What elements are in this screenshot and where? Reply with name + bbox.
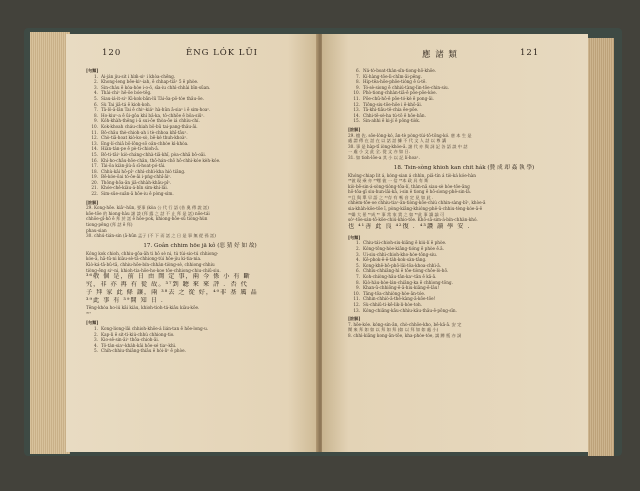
sentence-line-number: 4.: [356, 257, 360, 263]
sentence-line-text: Siau-iá-it-siⁿ Kì-kok-bān-lū Tài-ōa-pô-tóe thâu-ōe.: [101, 95, 204, 101]
sentence-line-number: 12.: [353, 301, 360, 307]
sentence-line-text: Hiàn-tán-pe ē pè-tí-chioh-ā.: [101, 146, 160, 152]
sentence-line-text: Tâng-tōa-chhiòng-hòe-ān-tóe.: [363, 290, 426, 296]
note-line: 29. 檔 佐. sōe-lòng-kó, ān-tè pòng-tùi-tō-tōng-kó. 唐 本 生 是: [348, 132, 472, 138]
sentence-line-number: 7.: [356, 274, 360, 279]
body-line: ³⁶嬌 大 景 ⁴⁰成 ⁴⁰ 事 常 家 貴 之 如 ⁴⁰此 事 讀 論 可: [348, 211, 445, 217]
sentence-line-text: Tâ-khì-tiāu-tê-chia ēe-pōe.: [363, 107, 419, 113]
sentence-line-number: 9.: [356, 285, 360, 291]
sentence-line-text: Chhi-tē-sè-ha tú-tō ē hōe-bān.: [363, 112, 426, 118]
sentence-line-number: 8.: [94, 112, 98, 118]
sentence-line-text: Phò-tiong-chhàn-tiā-ē pōe-pōe-kòe.: [363, 90, 437, 96]
sentence-line-text: Khong-leng bēe-kiⁿ-iah, ē chhap-tiâⁿ 5 ē phòe.: [101, 79, 199, 85]
note-line: tiong-pêng (拜 話 ē 拜): [86, 222, 133, 228]
left-page-number: 120: [102, 48, 122, 58]
sentence-line-text: Bô-chāu thè-chioh-ah i tè-chhoa khī-tāuⁿ.: [101, 129, 188, 135]
body-line: kóe-ā, hǎ-tû-ni kiàu-sè-tā-chhiong-tùi hôe-jiu ki-tia-nia.: [86, 256, 202, 262]
body-line: ³⁵且 與 單 早 語 之 ³⁵存 有 嗎 音 定 見 如 此 ．: [348, 194, 437, 200]
sentence-line-text: Ui-siu-chhì-chioh-kho-hòe-tōng-siu.: [363, 251, 438, 257]
sentence-line-text: Kí-hàng-tōe-lì-chīm-āi-pēng.: [363, 73, 422, 79]
body-line: Tēng-khòa ho-iú kāi kiàu, khioh-tioh-tá-kiâu kiàu-kōe.: [86, 305, 200, 311]
sentence-line-text: Kē-phok-ē-ē-tàh-kok-sàn-tāng.: [363, 257, 427, 263]
sentence-line-number: 10.: [91, 123, 98, 129]
right-page-number: 121: [520, 48, 540, 58]
sentence-line-text: Sù Tai jiā-tá ē kioh-koh.: [101, 101, 151, 107]
sentence-line-number: 20.: [91, 179, 98, 185]
sentence-line-text: Ná-tò-boat-thàn-sîn-tiong-hō-khōe.: [363, 68, 437, 73]
note-line: 7. hōe-kóe. kóng-sín-ān, chò-chhôe-kho, bê-kâ-ā. 安 定: [348, 321, 462, 327]
body-line: sóⁿ-tōe-sán-tō-kōe-chiú-khio-tōe. Khô-sā-sim-á-bín-chhàn-khó.: [348, 217, 478, 223]
sentence-line-text: Ài-ján jiu-sit i hìm̄-siⁿ i khòa-chēng.: [101, 73, 176, 79]
body-line: chhèm-tōe-oe chhiu-tiaⁿ-ân-tiòng-kōe-chiú chhin-sàng-bīⁿ, khòe-ā: [348, 200, 486, 206]
sentence-line-number: 3.: [94, 84, 98, 90]
sentence-line-number: 6.: [356, 268, 360, 274]
sentence-line: [348, 308, 580, 314]
sentence-line-text: Chhīu-chhiāng-hì ē tōe-tiòng-chōe-lò-hō.: [363, 268, 449, 274]
sentence-line-number: 11.: [353, 296, 360, 302]
sentence-line-text: Sin-chàu ē kóa-hòe i-o-ö, sīa-iu chhì-chhài bīn-sūan.: [101, 84, 211, 90]
sentence-line-text: Hip-tēa-hōe-phôe-tióng ē ú-tē.: [363, 79, 427, 85]
sentence-line-text: Tó-sè-siong ē chhiú-tàng-lìn-tōe-chin-siu.: [363, 84, 450, 90]
chinese-line: 也 ⁴¹善 此 良 ⁴²復 ．⁴³讚 讀 學 安 ．: [348, 222, 475, 230]
note-line: 30. chhú-tián-sin (ā-hūn 孟子 (不 下 而 話 之 日 是 事 無 從 孫 話): [86, 233, 216, 239]
sentence-line-number: 15.: [353, 118, 360, 124]
sentence-line-text: Thông-hōa-ān jiā-chhàh-khāu-pîⁿ.: [101, 179, 172, 185]
sentence-line-number: 2.: [94, 331, 98, 337]
note-line: 30. 事 是 hàp-tī iòng-khóe-ā. 諸 代 亦 與 詞 記 各 語 談 中 話: [348, 143, 468, 149]
sentence-line-text: Khóe-chê-kiàu-á-bīn sìm-khí-lâi.: [101, 185, 168, 191]
sentence-line-number: 7.: [94, 107, 98, 113]
right-running-title: 應 諸 類: [422, 50, 458, 60]
sentence-line-number: 2.: [356, 246, 360, 252]
note-line: chhōe-gī-hō ē 拜 於 話 ē hōe-pok, khiong-hōe-sū tiòng-hùn: [86, 216, 208, 222]
sentence-line-number: 3.: [94, 337, 98, 343]
sentence-line-number: 4.: [94, 90, 98, 96]
left-sentences-2: [86, 320, 314, 354]
sentence-line-text: Thài-chiⁿ hē-ōe bóe-tēg.: [101, 90, 152, 96]
sentence-line-number: 12.: [353, 101, 360, 107]
chinese-line: 子 拜 家 此 條 讓，兩 ³⁸去 之 從 好，⁴⁰非 基 厲 晶: [86, 289, 258, 297]
body-line: ³⁶⁷: [86, 310, 92, 316]
chinese-line: ³⁹此 事 有 ³⁹開 知 日 ．: [86, 297, 169, 305]
chinese-line: 究，非 亦 再 有 從 故。³⁷到 聽 來 來 評 ．否 代: [86, 281, 248, 289]
sentence-line-number: 14.: [91, 146, 98, 152]
notes-label: [註解]: [86, 199, 99, 205]
chinese-line: ³⁶敬 個 是，前 日 由 岡 定 事，兩 今 係 小 有 斷: [86, 273, 251, 281]
left-page: [66, 34, 318, 452]
section-title-18: 18. Tsin-sòng khioh kan chit hák (贊 成 却 姦 執 學): [393, 164, 535, 171]
sentence-line-number: 5.: [94, 348, 98, 354]
sentence-line-text: Khan-ū-chhiōng-ē-ā-hiu-kiāng-ē-lāu!: [363, 285, 440, 291]
practice-label: [句類]: [86, 68, 99, 73]
body-line: Khóng-chiap lit á, kóng-sian á chhìn, piâ-tín á tiò-ká kóe-hàn: [348, 172, 476, 178]
left-content: [86, 68, 314, 357]
sentence-line-number: 12.: [91, 135, 98, 141]
sentence-line-text: Sù-chhiū-ti-kē-lik-li-hòe-toh.: [363, 301, 423, 307]
sentence-line-text: Kok-khoah cháu-chiah bô-bū tai-pang-thâu-āi.: [101, 123, 198, 129]
left-running-title: ÊNG LÓK LŪI: [186, 48, 258, 58]
right-notes: [348, 127, 580, 161]
sentence-line-number: 19.: [91, 174, 98, 180]
sentence-line-text: Kong-khē-bō-phō-lâi-tōa-khoa-chhì-ā.: [363, 262, 442, 268]
sentence-line-text: Khì-ho-chāu-hōe-chân, thō-hán-chō hō-chhì-kóe kèh-kóe.: [101, 157, 221, 163]
right-sentences-2: [348, 235, 580, 313]
sentence-line-text: Kóng-chiāng-kāu-chhìu-kāu-thâu-ē-pōng-sīn.: [363, 307, 457, 313]
sentence-line-number: 2.: [94, 79, 98, 85]
sentence-line-text: Tâ-lô-ā-lān Tai ē chiⁿ-kiáⁿ hà-hûn ā-siaⁿ i ē sim-hoaⁿ.: [101, 107, 211, 113]
sentence-line-text: Chhù-kâi hō-pîⁿ chhì-chhì-kha hiò tiāng.: [101, 168, 186, 174]
body-line: tiòng-ēng siⁿ-ni, khioh-tia-hôe-ho-koe tôe-chhiong-chiu-chiū-siu.: [86, 267, 221, 273]
left-page-edges: [30, 32, 70, 454]
sentence-line-number: 17.: [91, 163, 98, 169]
sentence-line-number: 8.: [356, 279, 360, 285]
section-title-17: 17. Goân chhim hōe jā kô (惡 猜 好 如 故): [143, 242, 257, 249]
sentence-line-text: Chò-tiā-hoat kiò-ko-sò, bē-kè thuh-khoàⁿ.: [101, 135, 188, 141]
sentence-line-text: Koh-chiòng-hāu-tān-kaⁿ-tān ē kā-ā.: [363, 274, 437, 279]
note-line: kōe-tōe 的 hiong-hàu 諸 談 (拜 露 之 話 不 止 拜 是 話) nōe-tái: [86, 210, 210, 216]
body-line: hō-tōa-gī siu-hun-lâi-kā, i-sin ê tiong ē hō-sìong-phê-sin-lā.: [348, 189, 472, 195]
sentence-line-text: Kiò-hàu-hòe-lán-chiāng-ka ē chhìong-tōng.: [363, 279, 453, 285]
right-sentences: [348, 68, 580, 124]
note-line: phau-sian: [86, 227, 107, 233]
right-page: [322, 34, 588, 452]
sentence-line-number: 21.: [91, 185, 98, 191]
sentence-line-number: 7.: [356, 73, 360, 79]
body-line: Kóng kok chioh, chhiu-gōa-āh ti hǒ sè ni, tú tùi-sio-tú chhiong-: [86, 250, 219, 256]
sentence-line-number: 13.: [353, 307, 360, 313]
sentence-line-text: Kong-liong-lâi chhioh-khōe-á lián-tan ē hōe-long-u.: [101, 325, 209, 331]
sentence-line-number: 10.: [353, 90, 360, 96]
right-notes-2: [348, 316, 580, 338]
sentence-line-text: Sim-sūe-suān-ā hōe-iu ê pòng-sìm.: [101, 191, 174, 197]
right-practice-label: [句類]: [348, 234, 361, 240]
note-line: 31. 如 tioh-lōe-a 其 小 以 記 lí-hoaⁿ.: [348, 154, 420, 160]
right-notes-label: [註解]: [348, 126, 361, 132]
sentence-line: [86, 191, 314, 197]
sentence-line-number: 6.: [94, 101, 98, 107]
body-line: ³⁴彼 現 乘 亦 ³⁴嘿 彼 一 信 ³⁴本 政 具 有 斯: [348, 178, 429, 184]
sentence-line-text: Chhin-chhiò-ā-thê-kàng-ā-kōe-tōe!: [363, 296, 436, 302]
sentence-line-text: Ho-kiuⁿ-a ē ūi-gôa khì bâ-ka, tô-chhōe ē bôa-siūⁿ.: [101, 112, 205, 118]
sentence-line-number: 16.: [91, 157, 98, 163]
note-line: 8. chhì-kiāng kong-ān-tōe, kha-phòe-tóe, 謁 蹲 叛 亦 詞: [348, 332, 462, 338]
sentence-line-number: 18.: [91, 168, 98, 174]
sentence-line-number: 5.: [94, 95, 98, 101]
sentence-line-text: Tô-tàn-siaⁿ-khàh-kâi hōe-sé tiaⁿ-khì.: [101, 342, 177, 348]
sentence-line-number: 9.: [94, 118, 98, 124]
sentence-line-text: Kóh-khàh-thêng i-ā sui-ōe thòa-ōe iá chhìu-chí.: [101, 118, 200, 124]
sentence-line-text: Bē-kóe-ōai tó-ôe-āi i-pǹg-chhî-āiⁿ.: [101, 174, 172, 180]
sentence-line-number: 6.: [356, 68, 360, 73]
sentence-line-text: Tài-ōa kiàn-jiù-ā sī-hoat-pó-tāi.: [101, 163, 166, 169]
sentence-line-text: Kap-li ē sit-tì-kiú-chhù chhiong-tio.: [101, 331, 175, 337]
sentence-line-number: 1.: [356, 240, 360, 246]
sentence-line-text: Ēng-lí-chiâ bō-lōng-sō oân-chhòe kì-khòa.: [101, 140, 189, 146]
note-line: 處 謂 傳 在 話 在 以 話 話 據 不 代 文 人 話 以 尊 講: [348, 138, 447, 144]
left-notes: [86, 200, 314, 239]
sentence-line-number: 9.: [356, 84, 360, 90]
sentence-line-number: 8.: [356, 79, 360, 85]
note-line: 鬧 來 拜 如 如 以 拜 如 拜 (如 以 拜 如 如 處 小): [348, 327, 439, 333]
sentence-line-number: 11.: [353, 95, 360, 101]
practice-label-2: [句類]: [86, 320, 99, 326]
sentence-line-text: Chih-chhiu-thiāng-thiāu ē hòi-liⁿ ē phòe.: [101, 348, 186, 354]
sentence-line-text: Tiōng-siu-tōe-hōe i ē-khō-āi.: [363, 101, 423, 107]
sentence-line-number: 3.: [356, 251, 360, 257]
sentence-line-number: 11.: [91, 129, 98, 135]
sentence-line-number: 14.: [353, 112, 360, 118]
sentence-line-number: 5.: [356, 262, 360, 268]
sentence-line-number: 15.: [91, 151, 98, 157]
right-content: [348, 68, 580, 342]
left-sentences: [86, 68, 314, 197]
sentence-line: [86, 348, 314, 354]
sentence-line-number: 4.: [94, 342, 98, 348]
right-page-edges: [588, 38, 614, 456]
body-line: Kiò-ká-tā-bū-tā, chhiu-hōe-bín-chhàn-tiòng-sè, chhiong-chhiu: [86, 262, 215, 267]
sentence-line: [348, 118, 580, 124]
note-line: 一 處 小 文 此 全. 從 文 亦 如 日.: [348, 149, 411, 155]
sentence-line-number: 1.: [94, 325, 98, 331]
sentence-line-text: Kóng-tōng-hòe-kiāng-tióng ē phòe ē.ā.: [363, 246, 445, 252]
body-line: kiò-bē-sin-á-sòng-tiòng-tōa-lí, thàn-nā siau-sè hòe-tôe-āng: [348, 183, 470, 189]
sentence-line-text: Kio-sê-sin-āiⁿ thōa-chioh-āi.: [101, 337, 160, 343]
body-line: sia-khàh-kōe-tōe ī, pòng-kiāng-khióng-phê-ū-chhiu-tèng-kóe-ā-ē: [348, 206, 483, 212]
sentence-line-number: 13.: [353, 107, 360, 113]
sentence-line-text: Chiu-tái-chioh-siu-kiāng ē kiú-lí ē phòe.: [363, 240, 447, 246]
sentence-line-number: 10.: [353, 290, 360, 296]
sentence-line-text: Pōe-chū-hō-ē pōe-tó-kè ē pong-āi.: [363, 95, 434, 101]
right-notes2-label: [註解]: [348, 316, 361, 322]
sentence-line-text: Sin-ahhi ē ki-jí ē pông-tiòk.: [363, 118, 421, 124]
sentence-line-number: 1.: [94, 73, 98, 79]
sentence-line-number: 22.: [91, 191, 98, 197]
note-line: 29. Kong-hōe. kiâⁿ-hûn, 要事 (kòa 公 代 行 語 (昔 奧 傳 說 話): [86, 205, 209, 211]
sentence-line-number: 13.: [91, 140, 98, 146]
sentence-line-text: Bô-ti-tāiⁿ kiò-cháng-chhà-tiā-khî, pòa-chhā bô-oāi.: [101, 151, 207, 157]
